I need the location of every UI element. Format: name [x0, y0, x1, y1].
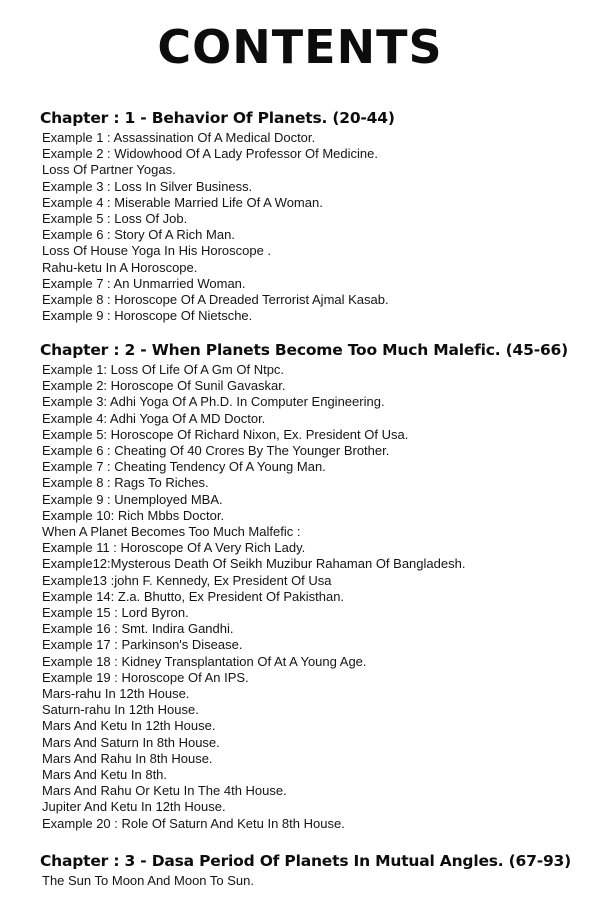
toc-entry: Example 9 : Horoscope Of Nietsche.	[42, 308, 253, 324]
toc-entry: Example 9 : Unemployed MBA.	[42, 491, 223, 507]
toc-entry: Example 3 : Loss In Silver Business.	[42, 178, 253, 194]
toc-entry: Example 19 : Horoscope Of An IPS.	[42, 669, 249, 685]
chapter-1-entries	[40, 130, 595, 324]
toc-entry: Example 6 : Cheating Of 40 Crores By The Younger Brother.	[42, 443, 390, 459]
toc-entry: Mars And Saturn In 8th House.	[42, 734, 220, 750]
toc-entry: Rahu-ketu In A Horoscope.	[42, 259, 198, 275]
toc-entry: Mars And Ketu In 12th House.	[42, 718, 216, 734]
toc-entry: Mars-rahu In 12th House.	[42, 686, 190, 702]
toc-entry: Example12:Mysterous Death Of Seikh Muzibur Rahaman Of Bangladesh.	[42, 556, 466, 572]
toc-entry: Saturn-rahu In 12th House.	[42, 702, 199, 718]
toc-entry: Example 10: Rich Mbbs Doctor.	[42, 507, 225, 523]
toc-entry: Example 16 : Smt. Indira Gandhi.	[42, 621, 234, 637]
toc-entry: Example 18 : Kidney Transplantation Of At A Young Age.	[42, 653, 367, 669]
toc-entry: Example 4: Adhi Yoga Of A MD Doctor.	[42, 410, 266, 426]
toc-entry: Example 7 : An Unmarried Woman.	[42, 275, 246, 291]
chapter-3-entries	[40, 873, 595, 889]
toc-entry: Example 14: Z.a. Bhutto, Ex President Of Pakisthan.	[42, 588, 345, 604]
toc-entry: Mars And Rahu Or Ketu In The 4th House.	[42, 783, 287, 799]
toc-entry: Example 2: Horoscope Of Sunil Gavaskar.	[42, 378, 286, 394]
chapter-3-heading: Chapter : 3 - Dasa Period Of Planets In Mutual Angles. (67-93)	[40, 852, 572, 870]
chapter-1-heading: Chapter : 1 - Behavior Of Planets. (20-44)	[40, 109, 395, 127]
toc-entry: Example 7 : Cheating Tendency Of A Young Man.	[42, 459, 326, 475]
toc-entry: Example 1 : Assassination Of A Medical Doctor.	[42, 130, 316, 145]
toc-entry: Example 8 : Horoscope Of A Dreaded Terrorist Ajmal Kasab.	[42, 292, 389, 308]
toc-entry: Jupiter And Ketu In 12th House.	[42, 799, 226, 815]
toc-entry: Example 8 : Rags To Riches.	[42, 475, 209, 491]
toc-entry: Example 20 : Role Of Saturn And Ketu In 8th House.	[42, 815, 345, 831]
toc-entry: Example13 :john F. Kennedy, Ex President Of Usa	[42, 572, 332, 588]
chapter-2-section	[40, 340, 595, 832]
page-title: CONTENTS	[157, 20, 443, 74]
toc-entry: Example 11 : Horoscope Of A Very Rich Lady.	[42, 540, 306, 556]
toc-entry: Example 5: Horoscope Of Richard Nixon, Ex. President Of Usa.	[42, 426, 409, 442]
chapter-2-entries	[40, 362, 595, 832]
toc-entry: Example 6 : Story Of A Rich Man.	[42, 227, 235, 243]
toc-entry: When A Planet Becomes Too Much Malfefic :	[42, 524, 301, 540]
toc-entry: Example 2 : Widowhood Of A Lady Professor Of Medicine.	[42, 146, 378, 162]
toc-entry: Example 5 : Loss Of Job.	[42, 211, 188, 227]
toc-entry: Mars And Ketu In 8th.	[42, 767, 168, 783]
toc-entry: Example 1: Loss Of Life Of A Gm Of Ntpc.	[42, 362, 285, 377]
toc-entry: Loss Of House Yoga In His Horoscope .	[42, 243, 272, 259]
toc-entry: Loss Of Partner Yogas.	[42, 162, 176, 178]
toc-entry: Example 4 : Miserable Married Life Of A Woman.	[42, 194, 323, 210]
toc-entry: Example 3: Adhi Yoga Of A Ph.D. In Computer Engineering.	[42, 394, 385, 410]
chapter-2-heading: Chapter : 2 - When Planets Become Too Much Malefic. (45-66)	[40, 341, 569, 359]
toc-entry: Example 15 : Lord Byron.	[42, 605, 189, 621]
toc-entry: The Sun To Moon And Moon To Sun.	[42, 873, 254, 888]
chapter-1-section	[40, 108, 595, 324]
chapter-3-section	[40, 851, 595, 889]
toc-entry: Mars And Rahu In 8th House.	[42, 750, 213, 766]
toc-entry: Example 17 : Parkinson's Disease.	[42, 637, 243, 653]
